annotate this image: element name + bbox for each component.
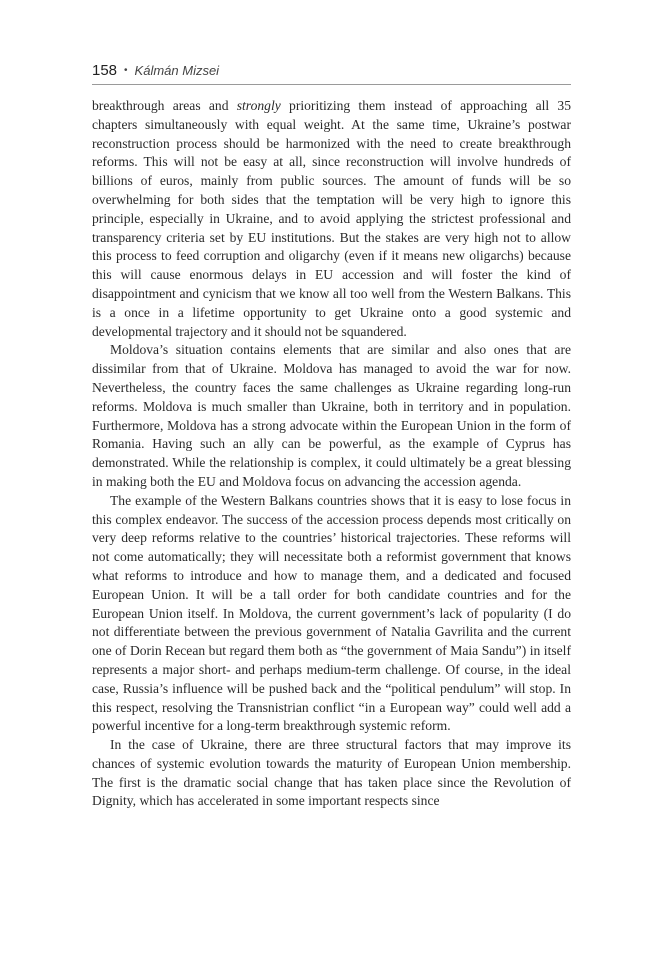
- paragraph-1: [92, 97, 571, 341]
- paragraph-2: Moldova’s situation contains elements that are similar and also ones that are dissimilar from that of Ukraine. Moldova has managed to avoid the war for now. Nevertheless, the country faces the same challenges as Ukraine regarding long-run reforms. Moldova is much smaller than Ukraine, both in territory and in population. Furthermore, Moldova has a strong advocate within the European Union in the form of Romania. Having such an ally can be powerful, as the example of Cyprus has demonstrated. While the relationship is complex, it could ultimately be a great blessing in making both the EU and Moldova focus on advancing the accession agenda.: [92, 342, 571, 489]
- page-header: [92, 62, 571, 85]
- bullet-separator: •: [124, 65, 128, 76]
- page-number: 158: [92, 62, 118, 79]
- paragraph-1-start: breakthrough areas and: [92, 98, 237, 113]
- running-head-author: Kálmán Mizsei: [134, 63, 220, 78]
- emphasis-strongly: strongly: [236, 98, 281, 113]
- body-text: [92, 97, 571, 811]
- paragraph-1-rest: prioritizing them instead of approaching all 35 chapters simultaneously with equal weight. At the same time, Ukraine’s postwar reconstruction process should be harmonized with the need to create breakthrough reforms. This will not be easy at all, since reconstruction will involve hundreds of billions of euros, mainly from public sources. The amount of funds will be so overwhelming for both sides that the temptation will be very high to ignore this principle, especially in Ukraine, and to avoid applying the strictest professional and transparency criteria set by EU institutions. But the stakes are very high not to allow this process to feed corruption and oligarchy (even if it means new oligarchs) because this will cause enormous delays in EU accession and will foster the kind of disappointment and cynicism that we know all too well from the Western Balkans. This is a once in a lifetime opportunity to get Ukraine onto a good systemic and developmental trajectory and it should not be squandered.: [92, 98, 571, 339]
- paragraph-3: The example of the Western Balkans countries shows that it is easy to lose focus in this complex endeavor. The success of the accession process depends most critically on very deep reforms relative to the countries’ historical trajectories. These reforms will not come automatically; they will necessitate both a reformist government that knows what reforms to introduce and how to manage them, and a dedicated and focused European Union. It will be a tall order for both candidate countries and for the European Union itself. In Moldova, the current government’s lack of popularity (I do not differentiate between the previous government of Natalia Gavrilita and the current one of Dorin Recean but regard them both as “the government of Maia Sandu”) in itself represents a major short- and perhaps medium-term challenge. Of course, in the ideal case, Russia’s influence will be pushed back and the “political pendulum” will stop. In this respect, resolving the Transnistrian conflict “in a European way” could well add a powerful incentive for a long-term breakthrough systemic reform.: [92, 492, 571, 734]
- paragraph-4: In the case of Ukraine, there are three structural factors that may improve its chances of systemic evolution towards the maturity of European Union membership. The first is the dramatic social change that has taken place since the Revolution of Dignity, which has accelerated in some important respects since: [92, 737, 571, 809]
